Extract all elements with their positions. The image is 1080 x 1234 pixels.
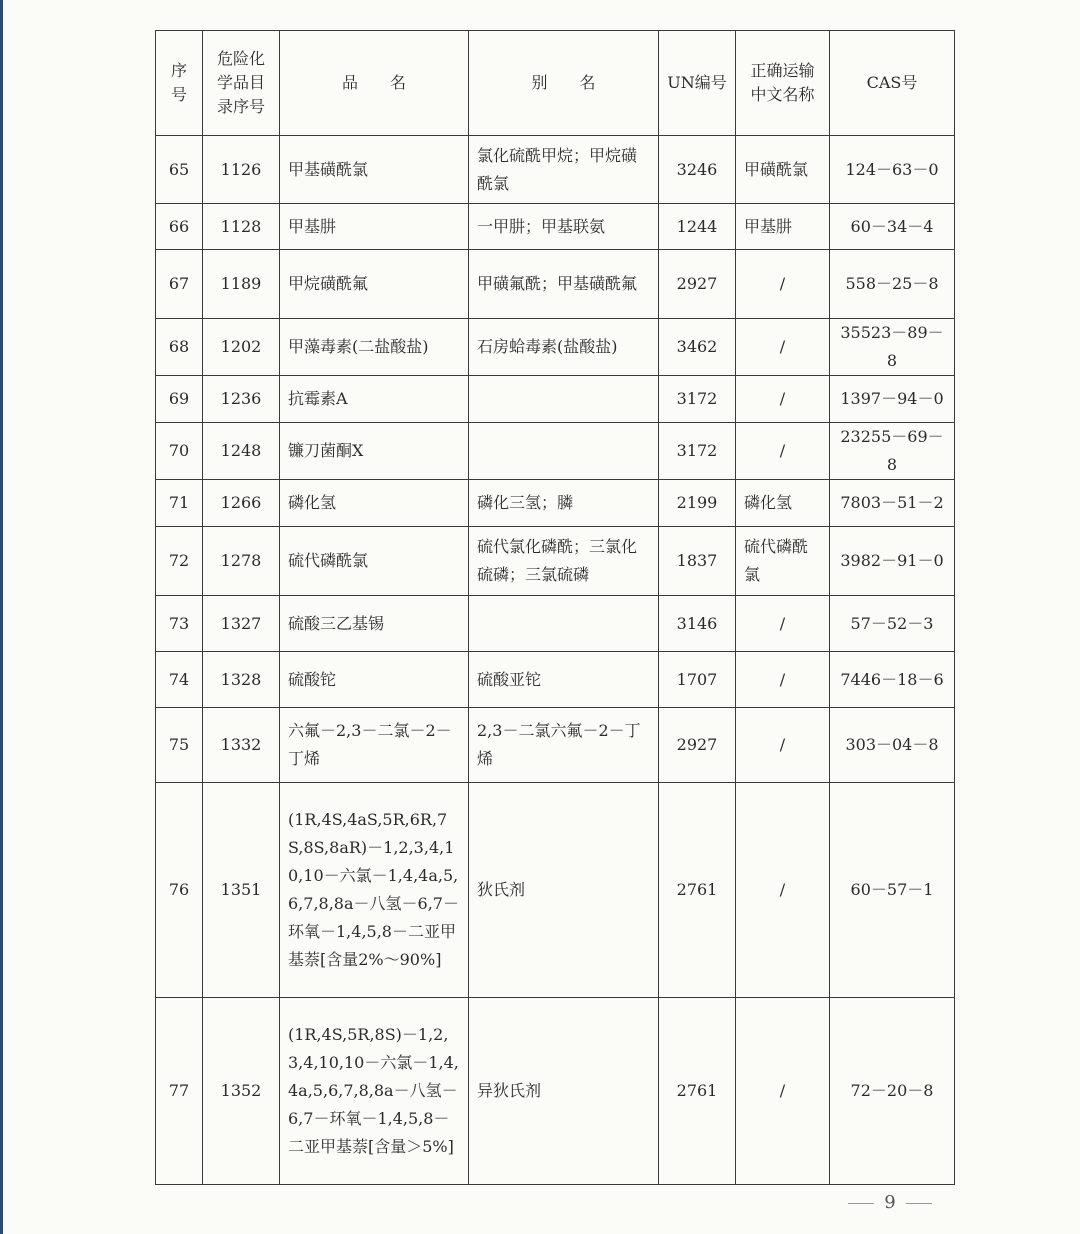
row-product-name: 硫酸铊 bbox=[280, 652, 469, 708]
row-serial: 72 bbox=[156, 527, 203, 596]
row-un-number: 2761 bbox=[659, 998, 736, 1185]
row-alias: 硫酸亚铊 bbox=[469, 652, 659, 708]
row-catalog-number: 1189 bbox=[203, 250, 280, 319]
row-un-number: 2761 bbox=[659, 783, 736, 998]
row-alias: 石房蛤毒素(盐酸盐) bbox=[469, 319, 659, 376]
row-un-number: 1707 bbox=[659, 652, 736, 708]
row-product-name: 镰刀菌酮X bbox=[280, 423, 469, 480]
row-catalog-number: 1352 bbox=[203, 998, 280, 1185]
row-alias: 2,3－二氯六氟－2－丁烯 bbox=[469, 708, 659, 783]
row-serial: 74 bbox=[156, 652, 203, 708]
row-cas-number: 7803－51－2 bbox=[830, 480, 955, 527]
row-product-name: 甲烷磺酰氟 bbox=[280, 250, 469, 319]
row-alias bbox=[469, 423, 659, 480]
row-catalog-number: 1327 bbox=[203, 596, 280, 652]
row-transport-name: / bbox=[736, 319, 830, 376]
row-transport-name: 磷化氢 bbox=[736, 480, 830, 527]
row-transport-name: / bbox=[736, 423, 830, 480]
row-serial: 77 bbox=[156, 998, 203, 1185]
row-catalog-number: 1328 bbox=[203, 652, 280, 708]
row-cas-number: 3982－91－0 bbox=[830, 527, 955, 596]
row-catalog-number: 1278 bbox=[203, 527, 280, 596]
header-cas-number: CAS号 bbox=[830, 31, 955, 136]
row-product-name: 磷化氢 bbox=[280, 480, 469, 527]
row-alias: 异狄氏剂 bbox=[469, 998, 659, 1185]
row-transport-name: 硫代磷酰氯 bbox=[736, 527, 830, 596]
row-serial: 69 bbox=[156, 376, 203, 423]
row-catalog-number: 1236 bbox=[203, 376, 280, 423]
table-row bbox=[156, 783, 955, 998]
row-alias bbox=[469, 596, 659, 652]
row-cas-number: 124－63－0 bbox=[830, 136, 955, 204]
row-catalog-number: 1351 bbox=[203, 783, 280, 998]
row-un-number: 3172 bbox=[659, 423, 736, 480]
row-serial: 66 bbox=[156, 204, 203, 250]
row-alias bbox=[469, 376, 659, 423]
table-row bbox=[156, 319, 955, 376]
row-un-number: 1244 bbox=[659, 204, 736, 250]
row-cas-number: 60－34－4 bbox=[830, 204, 955, 250]
row-transport-name: / bbox=[736, 250, 830, 319]
row-alias: 一甲肼；甲基联氨 bbox=[469, 204, 659, 250]
row-alias: 甲磺氟酰；甲基磺酰氟 bbox=[469, 250, 659, 319]
row-cas-number: 23255－69－8 bbox=[830, 423, 955, 480]
row-transport-name: / bbox=[736, 708, 830, 783]
row-un-number: 2927 bbox=[659, 708, 736, 783]
row-product-name: 甲基磺酰氯 bbox=[280, 136, 469, 204]
row-serial: 70 bbox=[156, 423, 203, 480]
page-number bbox=[835, 1192, 945, 1213]
table-row bbox=[156, 136, 955, 204]
table-row bbox=[156, 376, 955, 423]
row-catalog-number: 1248 bbox=[203, 423, 280, 480]
row-product-name: (1R,4S,5R,8S)－1,2,3,4,10,10－六氯－1,4,4a,5,6,7,8,8a－八氢－6,7－环氧－1,4,5,8－二亚甲基萘[含量＞5%] bbox=[280, 998, 469, 1185]
row-cas-number: 35523－89－8 bbox=[830, 319, 955, 376]
row-transport-name: / bbox=[736, 783, 830, 998]
row-product-name: 硫酸三乙基锡 bbox=[280, 596, 469, 652]
row-serial: 75 bbox=[156, 708, 203, 783]
row-alias: 硫代氯化磷酰；三氯化硫磷；三氯硫磷 bbox=[469, 527, 659, 596]
table-row bbox=[156, 708, 955, 783]
row-product-name: 抗霉素A bbox=[280, 376, 469, 423]
row-cas-number: 558－25－8 bbox=[830, 250, 955, 319]
row-serial: 67 bbox=[156, 250, 203, 319]
row-un-number: 3462 bbox=[659, 319, 736, 376]
row-product-name: 硫代磷酰氯 bbox=[280, 527, 469, 596]
table-row bbox=[156, 204, 955, 250]
row-cas-number: 7446－18－6 bbox=[830, 652, 955, 708]
row-transport-name: / bbox=[736, 376, 830, 423]
row-un-number: 1837 bbox=[659, 527, 736, 596]
row-catalog-number: 1128 bbox=[203, 204, 280, 250]
row-cas-number: 60－57－1 bbox=[830, 783, 955, 998]
table-row bbox=[156, 596, 955, 652]
row-serial: 71 bbox=[156, 480, 203, 527]
page-number-value: 9 bbox=[884, 1192, 896, 1213]
table-header-row bbox=[156, 31, 955, 136]
row-cas-number: 303－04－8 bbox=[830, 708, 955, 783]
row-serial: 68 bbox=[156, 319, 203, 376]
table-row bbox=[156, 998, 955, 1185]
row-product-name: 甲基肼 bbox=[280, 204, 469, 250]
table-row bbox=[156, 652, 955, 708]
row-un-number: 2927 bbox=[659, 250, 736, 319]
header-serial: 序号 bbox=[156, 31, 203, 136]
chemicals-table bbox=[155, 30, 955, 1185]
header-transport-name: 正确运输中文名称 bbox=[736, 31, 830, 136]
table-row bbox=[156, 480, 955, 527]
row-product-name: 六氟－2,3－二氯－2－丁烯 bbox=[280, 708, 469, 783]
row-serial: 76 bbox=[156, 783, 203, 998]
row-cas-number: 72－20－8 bbox=[830, 998, 955, 1185]
row-alias: 氯化硫酰甲烷；甲烷磺酰氯 bbox=[469, 136, 659, 204]
row-cas-number: 1397－94－0 bbox=[830, 376, 955, 423]
row-product-name: 甲藻毒素(二盐酸盐) bbox=[280, 319, 469, 376]
row-un-number: 2199 bbox=[659, 480, 736, 527]
table-row bbox=[156, 250, 955, 319]
header-product-name: 品 名 bbox=[280, 31, 469, 136]
row-transport-name: / bbox=[736, 998, 830, 1185]
row-transport-name: / bbox=[736, 596, 830, 652]
table-row bbox=[156, 423, 955, 480]
header-catalog-number: 危险化学品目录序号 bbox=[203, 31, 280, 136]
row-transport-name: / bbox=[736, 652, 830, 708]
table-row bbox=[156, 527, 955, 596]
row-transport-name: 甲磺酰氯 bbox=[736, 136, 830, 204]
row-alias: 狄氏剂 bbox=[469, 783, 659, 998]
row-catalog-number: 1332 bbox=[203, 708, 280, 783]
row-un-number: 3246 bbox=[659, 136, 736, 204]
row-un-number: 3146 bbox=[659, 596, 736, 652]
row-catalog-number: 1202 bbox=[203, 319, 280, 376]
row-un-number: 3172 bbox=[659, 376, 736, 423]
row-serial: 65 bbox=[156, 136, 203, 204]
row-alias: 磷化三氢；膦 bbox=[469, 480, 659, 527]
row-product-name: (1R,4S,4aS,5R,6R,7S,8S,8aR)－1,2,3,4,10,10－六氯－1,4,4a,5,6,7,8,8a－八氢－6,7－环氧－1,4,5,8－二亚甲基萘[含量2%～90%] bbox=[280, 783, 469, 998]
header-alias: 别 名 bbox=[469, 31, 659, 136]
row-transport-name: 甲基肼 bbox=[736, 204, 830, 250]
header-un-number: UN编号 bbox=[659, 31, 736, 136]
row-serial: 73 bbox=[156, 596, 203, 652]
row-cas-number: 57－52－3 bbox=[830, 596, 955, 652]
row-catalog-number: 1266 bbox=[203, 480, 280, 527]
row-catalog-number: 1126 bbox=[203, 136, 280, 204]
